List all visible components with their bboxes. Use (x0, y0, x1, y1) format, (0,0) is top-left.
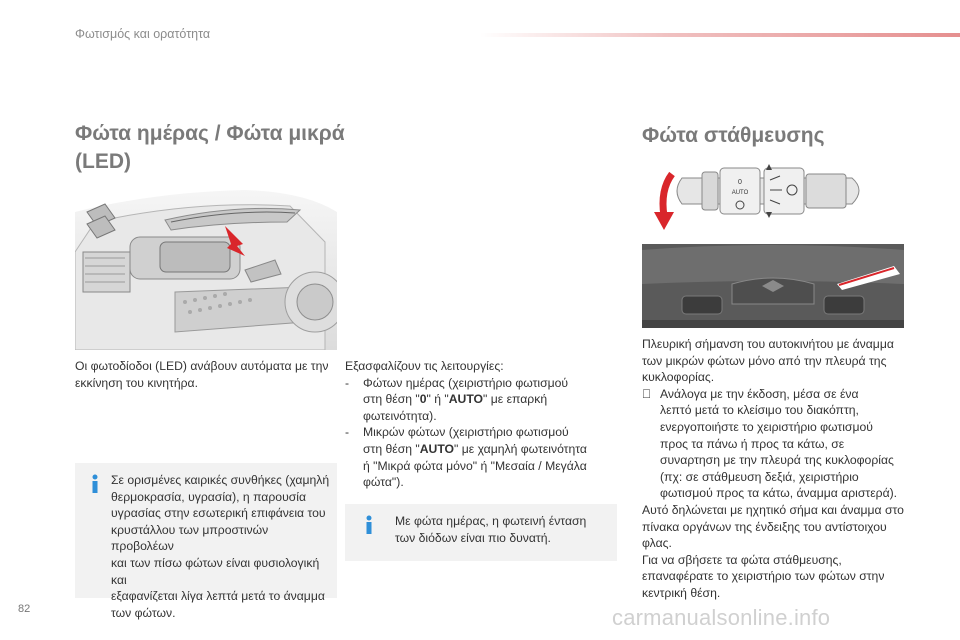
functions-list (345, 358, 623, 491)
text-line: λεπτό μετά το κλείσιμο του διακόπτη, (660, 403, 859, 418)
section-title: Φωτισμός και ορατότητα (75, 27, 211, 41)
text-line: (πχ: σε στάθμευση δεξιά, χειριστήριο (660, 469, 859, 484)
parking-lights-text (642, 336, 914, 602)
day-lights-title-line1: Φώτα ημέρας / Φώτα μικρά (75, 122, 345, 145)
info-line: εξαφανίζεται λίγα λεπτά μετά το άναμμα (111, 589, 325, 604)
info-icon (88, 474, 102, 494)
text-line: συναρτηση με την πλευρά της κυκλοφορίας (660, 453, 894, 468)
text-span: στη θέση " (363, 392, 420, 407)
info-line: Σε ορισμένες καιρικές συνθήκες (χαμηλή (111, 473, 330, 487)
info-line: Με φώτα ημέρας, η φωτεινή ένταση (395, 514, 587, 528)
info-led-text (395, 513, 613, 546)
text-line: Για να σβήσετε τα φώτα στάθμευσης, (642, 552, 842, 567)
info-box-condensation (75, 463, 337, 620)
text-line: κεντρική θέση. (642, 585, 721, 600)
parking-p2 (642, 502, 914, 552)
parking-p3 (642, 552, 914, 602)
lighting-stalk-illustration (642, 160, 904, 240)
position-auto: AUTO (448, 392, 484, 407)
dash-marker: - (345, 425, 350, 440)
header-accent-bar (480, 33, 960, 37)
info-line: κρυστάλλου των μπροστινών προβολέων (111, 522, 269, 554)
parking-p1 (642, 336, 914, 386)
info-line: των φώτων. (111, 605, 176, 620)
stalk-zero-label: 0 (738, 179, 742, 186)
bullet-marker (642, 386, 660, 502)
page-number: 82 (18, 603, 31, 615)
text-line: κυκλοφορίας. (642, 370, 715, 385)
text-line: φλας. (642, 536, 672, 551)
item-line: φώτα"). (363, 475, 404, 490)
car-front-led-illustration (75, 182, 337, 350)
item-line: φωτεινότητα). (363, 408, 437, 423)
dash-marker: - (345, 375, 350, 390)
info-line: και των πίσω φώτων είναι φυσιολογική και (111, 555, 320, 587)
text-line: φωτισμού προς τα κάτω, άναμμα αριστερά). (660, 486, 898, 501)
item-line (363, 391, 568, 408)
text-span: " με επαρκή (483, 392, 548, 407)
text-line: επαναφέρατε το χειριστήριο των φώτων στην (642, 569, 885, 584)
info-line: υγρασίας στην εσωτερική επιφάνεια του (111, 506, 326, 521)
text-span: στη θέση " (363, 441, 420, 456)
text-line: Πλευρική σήμανση του αυτοκινήτου με άναμμα (642, 337, 894, 351)
item-line: ή "Μικρά φώτα μόνο" ή "Μεσαία / Μεγάλα (363, 458, 587, 473)
text-line: προς τα πάνω ή προς τα κάτω, σε (660, 436, 845, 451)
function-item-day-lights (345, 375, 623, 425)
item-line: Μικρών φώτων (χειριστήριο φωτισμού (363, 425, 569, 440)
text-span: " με χαμηλή φωτεινότητα (454, 441, 587, 456)
info-line: θερμοκρασία, υγρασία), η παρουσία (111, 489, 307, 504)
info-box-led-intensity (345, 504, 617, 561)
info-line: των διόδων είναι πιο δυνατή. (395, 530, 551, 545)
watermark: carmanualsonline.info (612, 605, 831, 630)
position-zero: 0 (419, 392, 427, 407)
item-line (363, 441, 587, 458)
text-line: Αυτό δηλώνεται με ηχητικό σήμα και άναμμα στο (642, 502, 904, 517)
text-span: " ή " (426, 392, 449, 407)
text-line: Ανάλογα με την έκδοση, μέσα σε ένα (660, 386, 859, 401)
day-lights-title (75, 120, 345, 176)
functions-lead: Εξασφαλίζουν τις λειτουργίες: (345, 359, 504, 373)
stalk-auto-label: AUTO (731, 190, 749, 196)
item-line: Φώτων ημέρας (χειριστήριο φωτισμού (363, 375, 569, 390)
parking-lights-car-rear-illustration (642, 244, 904, 328)
text-line: των μικρών φώτων μόνο από την πλευρά της (642, 353, 887, 368)
text-line: πίνακα οργάνων της ένδειξης του αντίστοιχου (642, 519, 887, 534)
function-item-side-lights (345, 424, 623, 490)
day-lights-title-line2: (LED) (75, 150, 131, 173)
info-icon (362, 515, 376, 535)
text-line: ενεργοποιήστε το χειριστήριο φωτισμού (660, 419, 873, 434)
info-condensation-text (111, 472, 333, 621)
day-lights-intro: Οι φωτοδίοδοι (LED) ανάβουν αυτόματα με την εκκίνηση του κινητήρα. (75, 359, 329, 390)
parking-lights-title: Φώτα στάθμευσης (642, 124, 825, 147)
position-auto: AUTO (419, 441, 455, 456)
parking-bullet (642, 386, 914, 502)
